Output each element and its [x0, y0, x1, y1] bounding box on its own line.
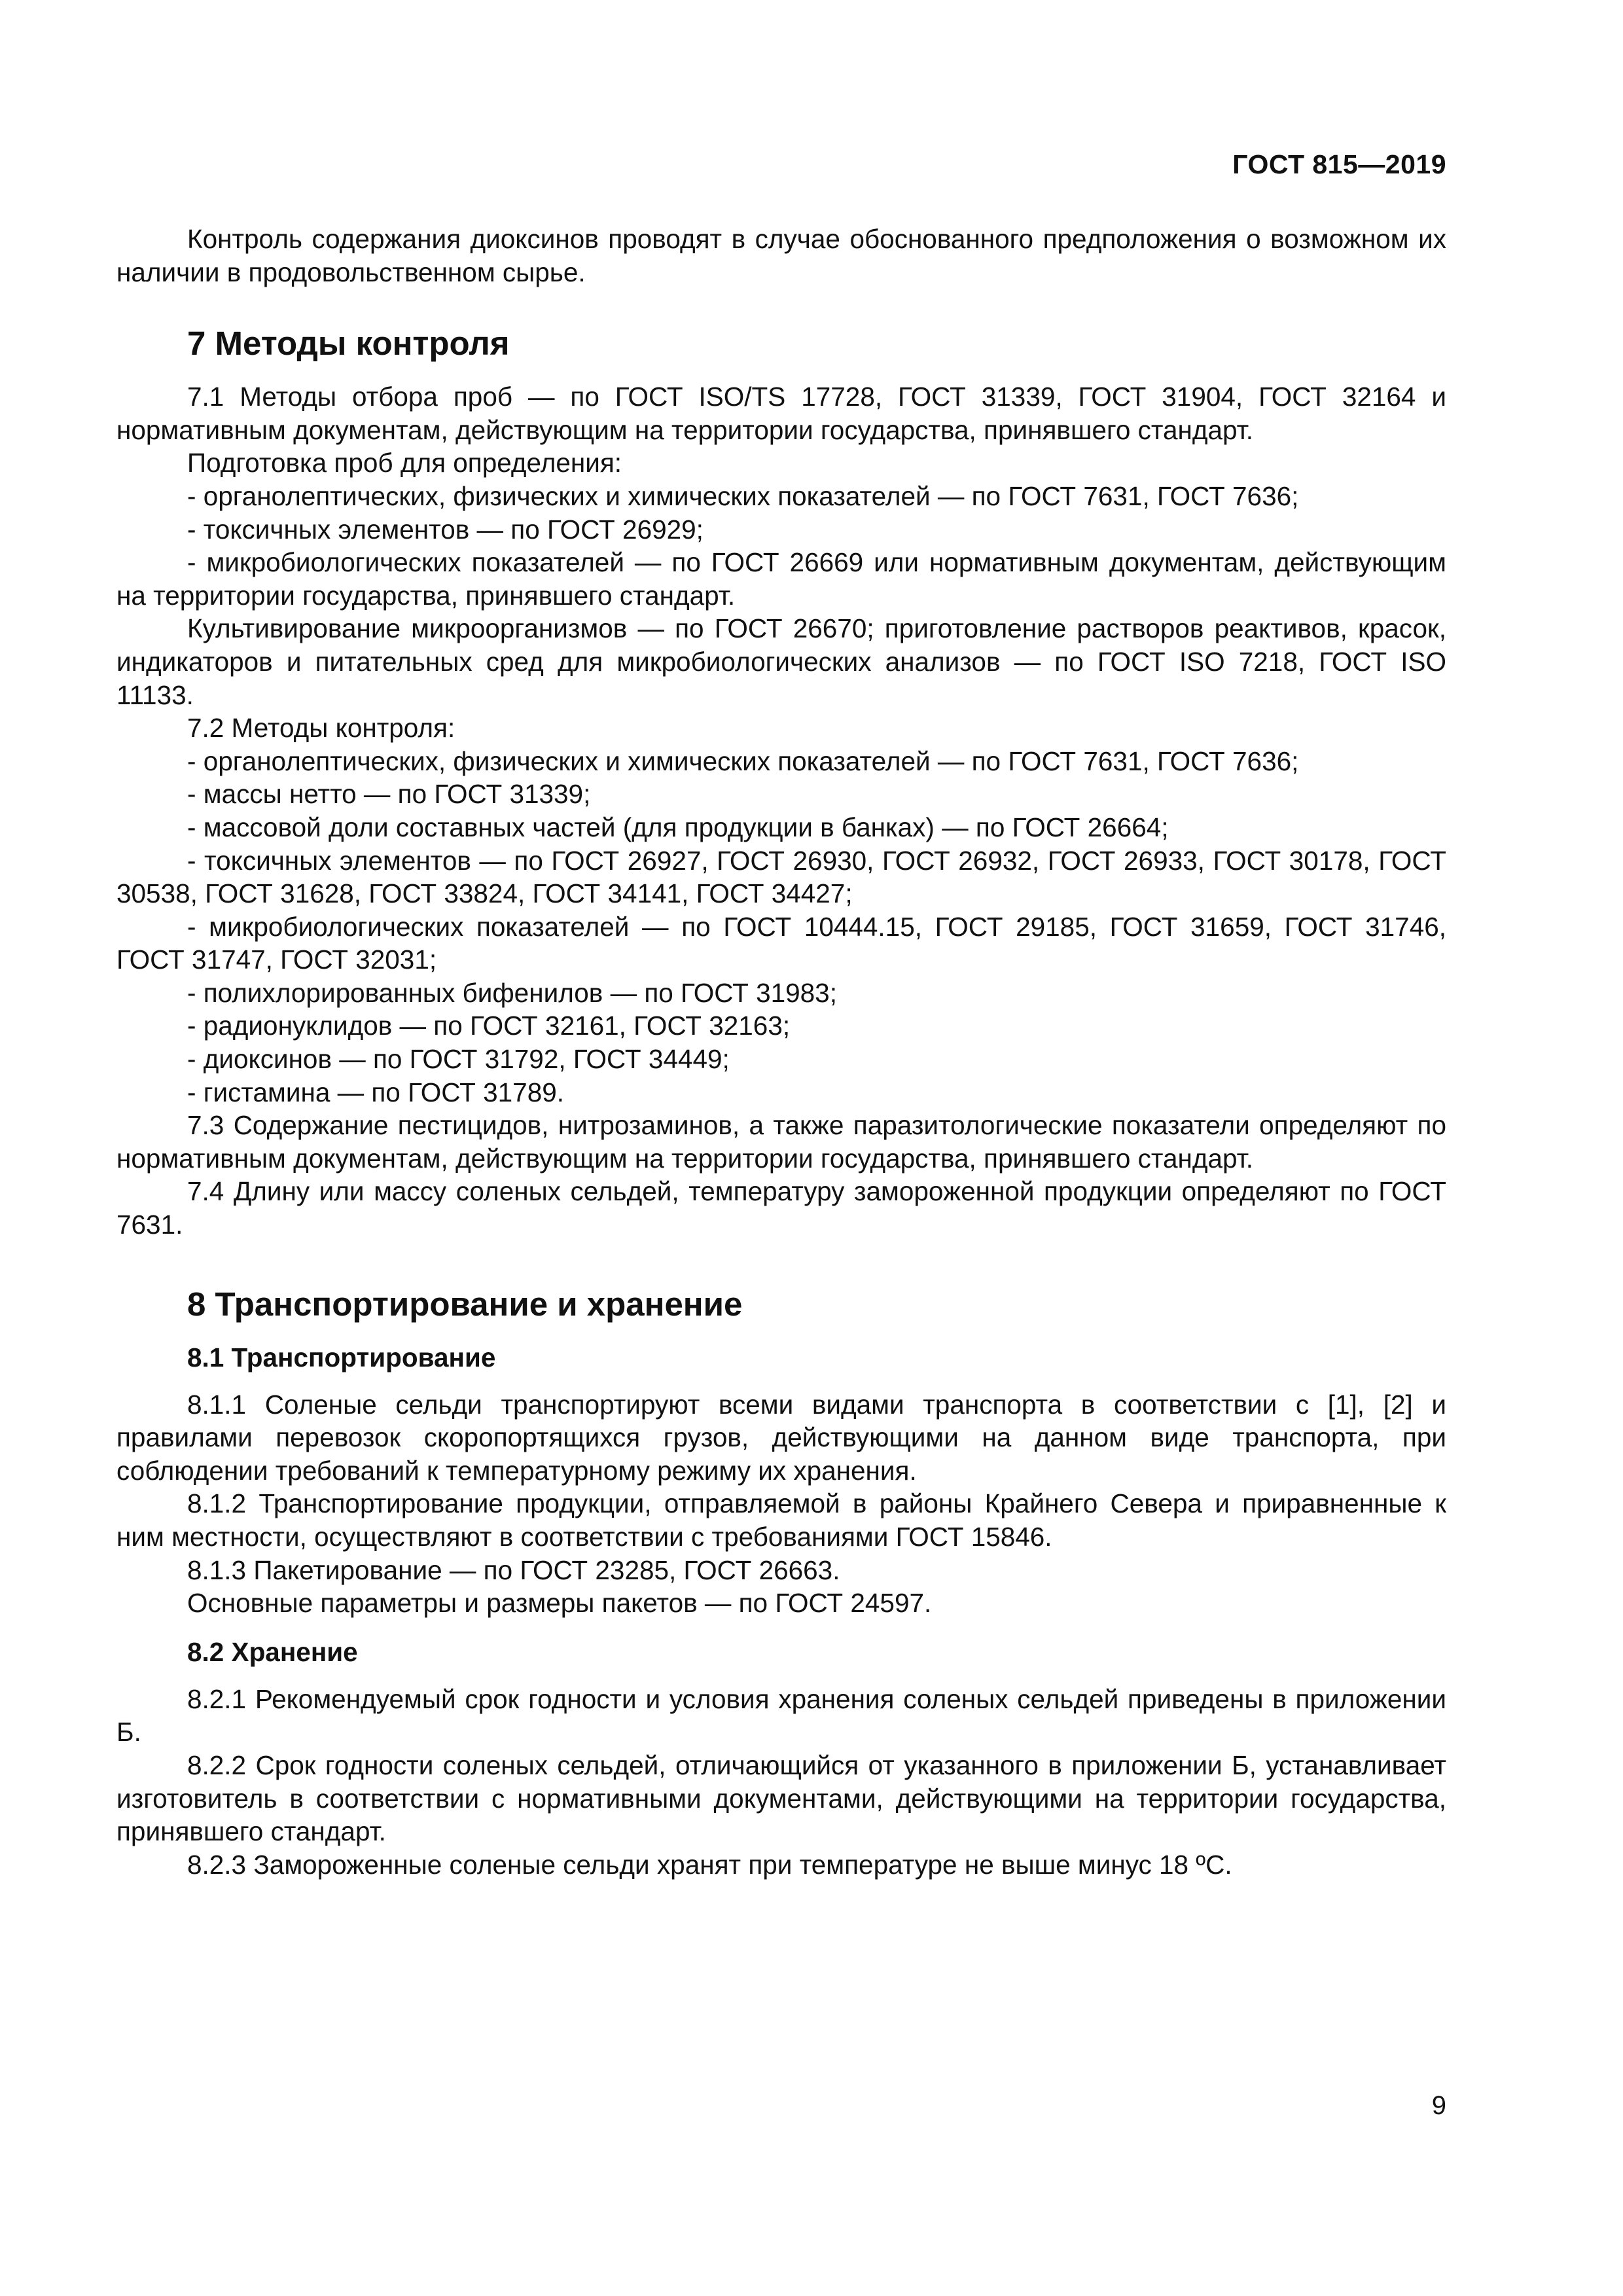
paragraph-8-2-1: 8.2.1 Рекомендуемый срок годности и условия хранения соленых сельдей приведены в приложении Б. [116, 1683, 1446, 1748]
paragraph-7-1: 7.1 Методы отбора проб — по ГОСТ ISO/TS 17728, ГОСТ 31339, ГОСТ 31904, ГОСТ 32164 и нормативным документам, действующим на территории государства, принявшего стандарт. [116, 382, 1446, 445]
paragraph-8-2-3: 8.2.3 Замороженные соленые сельди хранят при температуре не выше минус 18 ºС. [187, 1849, 1232, 1880]
page-content [116, 223, 1446, 1881]
paragraph-8-1-3: 8.1.3 Пакетирование — по ГОСТ 23285, ГОСТ 26663. [187, 1554, 840, 1585]
list-item: - органолептических, физических и химических показателей — по ГОСТ 7631, ГОСТ 7636; [187, 745, 1299, 776]
paragraph-7-2: 7.2 Методы контроля: [187, 713, 455, 744]
paragraph-7-4: 7.4 Длину или массу соленых сельдей, температуру замороженной продукции определяют по ГОСТ 7631. [116, 1176, 1446, 1240]
list-item: - полихлорированных бифенилов — по ГОСТ 31983; [187, 977, 837, 1008]
sample-prep-intro: Подготовка проб для определения: [187, 448, 622, 478]
subsection-8-1-heading: 8.1 Транспортирование [187, 1342, 496, 1372]
paragraph-8-1-2: 8.1.2 Транспортирование продукции, отправляемой в районы Крайнего Севера и приравненные к ним местности, осуществляют в соответствии с требованиями ГОСТ 15846. [116, 1488, 1446, 1552]
list-item: - диоксинов — по ГОСТ 31792, ГОСТ 34449; [187, 1044, 730, 1075]
paragraph-8-1-3-continued: Основные параметры и размеры пакетов — по ГОСТ 24597. [187, 1588, 932, 1619]
section-8-heading: 8 Транспортирование и хранение [187, 1285, 743, 1323]
paragraph-7-3: 7.3 Содержание пестицидов, нитрозаминов, а также паразитологические показатели определяют по нормативным документам, действующим на территории государства, принявшего стандарт. [116, 1110, 1446, 1174]
intro-paragraph: Контроль содержания диоксинов проводят в случае обоснованного предположения о возможном их наличии в продовольственном сырье. [116, 224, 1446, 287]
list-item: - токсичных элементов — по ГОСТ 26929; [187, 514, 704, 545]
list-item: - радионуклидов — по ГОСТ 32161, ГОСТ 32163; [187, 1011, 791, 1041]
page-number: 9 [1431, 2091, 1446, 2120]
list-item: - массы нетто — по ГОСТ 31339; [187, 779, 591, 810]
list-item: - органолептических, физических и химических показателей — по ГОСТ 7631, ГОСТ 7636; [187, 480, 1299, 511]
cultivation-paragraph: Культивирование микроорганизмов — по ГОСТ 26670; приготовление растворов реактивов, красок, индикаторов и питательных сред для микробиологических анализов — по ГОСТ ISO 7218, ГОСТ ISO 11133. [116, 613, 1446, 710]
document-code-header: ГОСТ 815—2019 [1232, 149, 1446, 179]
subsection-8-2-heading: 8.2 Хранение [187, 1636, 358, 1667]
list-item: - микробиологических показателей — по ГОСТ 26669 или нормативным документам, действующим на территории государства, принявшего стандарт. [116, 547, 1446, 611]
list-item: - гистамина — по ГОСТ 31789. [187, 1077, 564, 1107]
list-item: - массовой доли составных частей (для продукции в банках) — по ГОСТ 26664; [187, 812, 1169, 842]
paragraph-8-2-2: 8.2.2 Срок годности соленых сельдей, отличающийся от указанного в приложении Б, устанавливает изготовитель в соответствии с нормативными документами, действующими на территории государства, принявшего стандарт. [116, 1749, 1446, 1847]
document-page [116, 0, 1446, 2296]
list-item: - микробиологических показателей — по ГОСТ 10444.15, ГОСТ 29185, ГОСТ 31659, ГОСТ 31746, ГОСТ 31747, ГОСТ 32031; [116, 911, 1446, 975]
paragraph-8-1-1: 8.1.1 Соленые сельди транспортируют всеми видами транспорта в соответствии с [1], [2] и правилами перевозок скоропортящихся грузов, действующими на данном виде транспорта, при соблюдении требований к температурному режиму их хранения. [116, 1389, 1446, 1486]
list-item: - токсичных элементов — по ГОСТ 26927, ГОСТ 26930, ГОСТ 26932, ГОСТ 26933, ГОСТ 30178, ГОСТ 30538, ГОСТ 31628, ГОСТ 33824, ГОСТ 34141, ГОСТ 34427; [116, 845, 1446, 909]
section-7-heading: 7 Методы контроля [187, 325, 510, 363]
